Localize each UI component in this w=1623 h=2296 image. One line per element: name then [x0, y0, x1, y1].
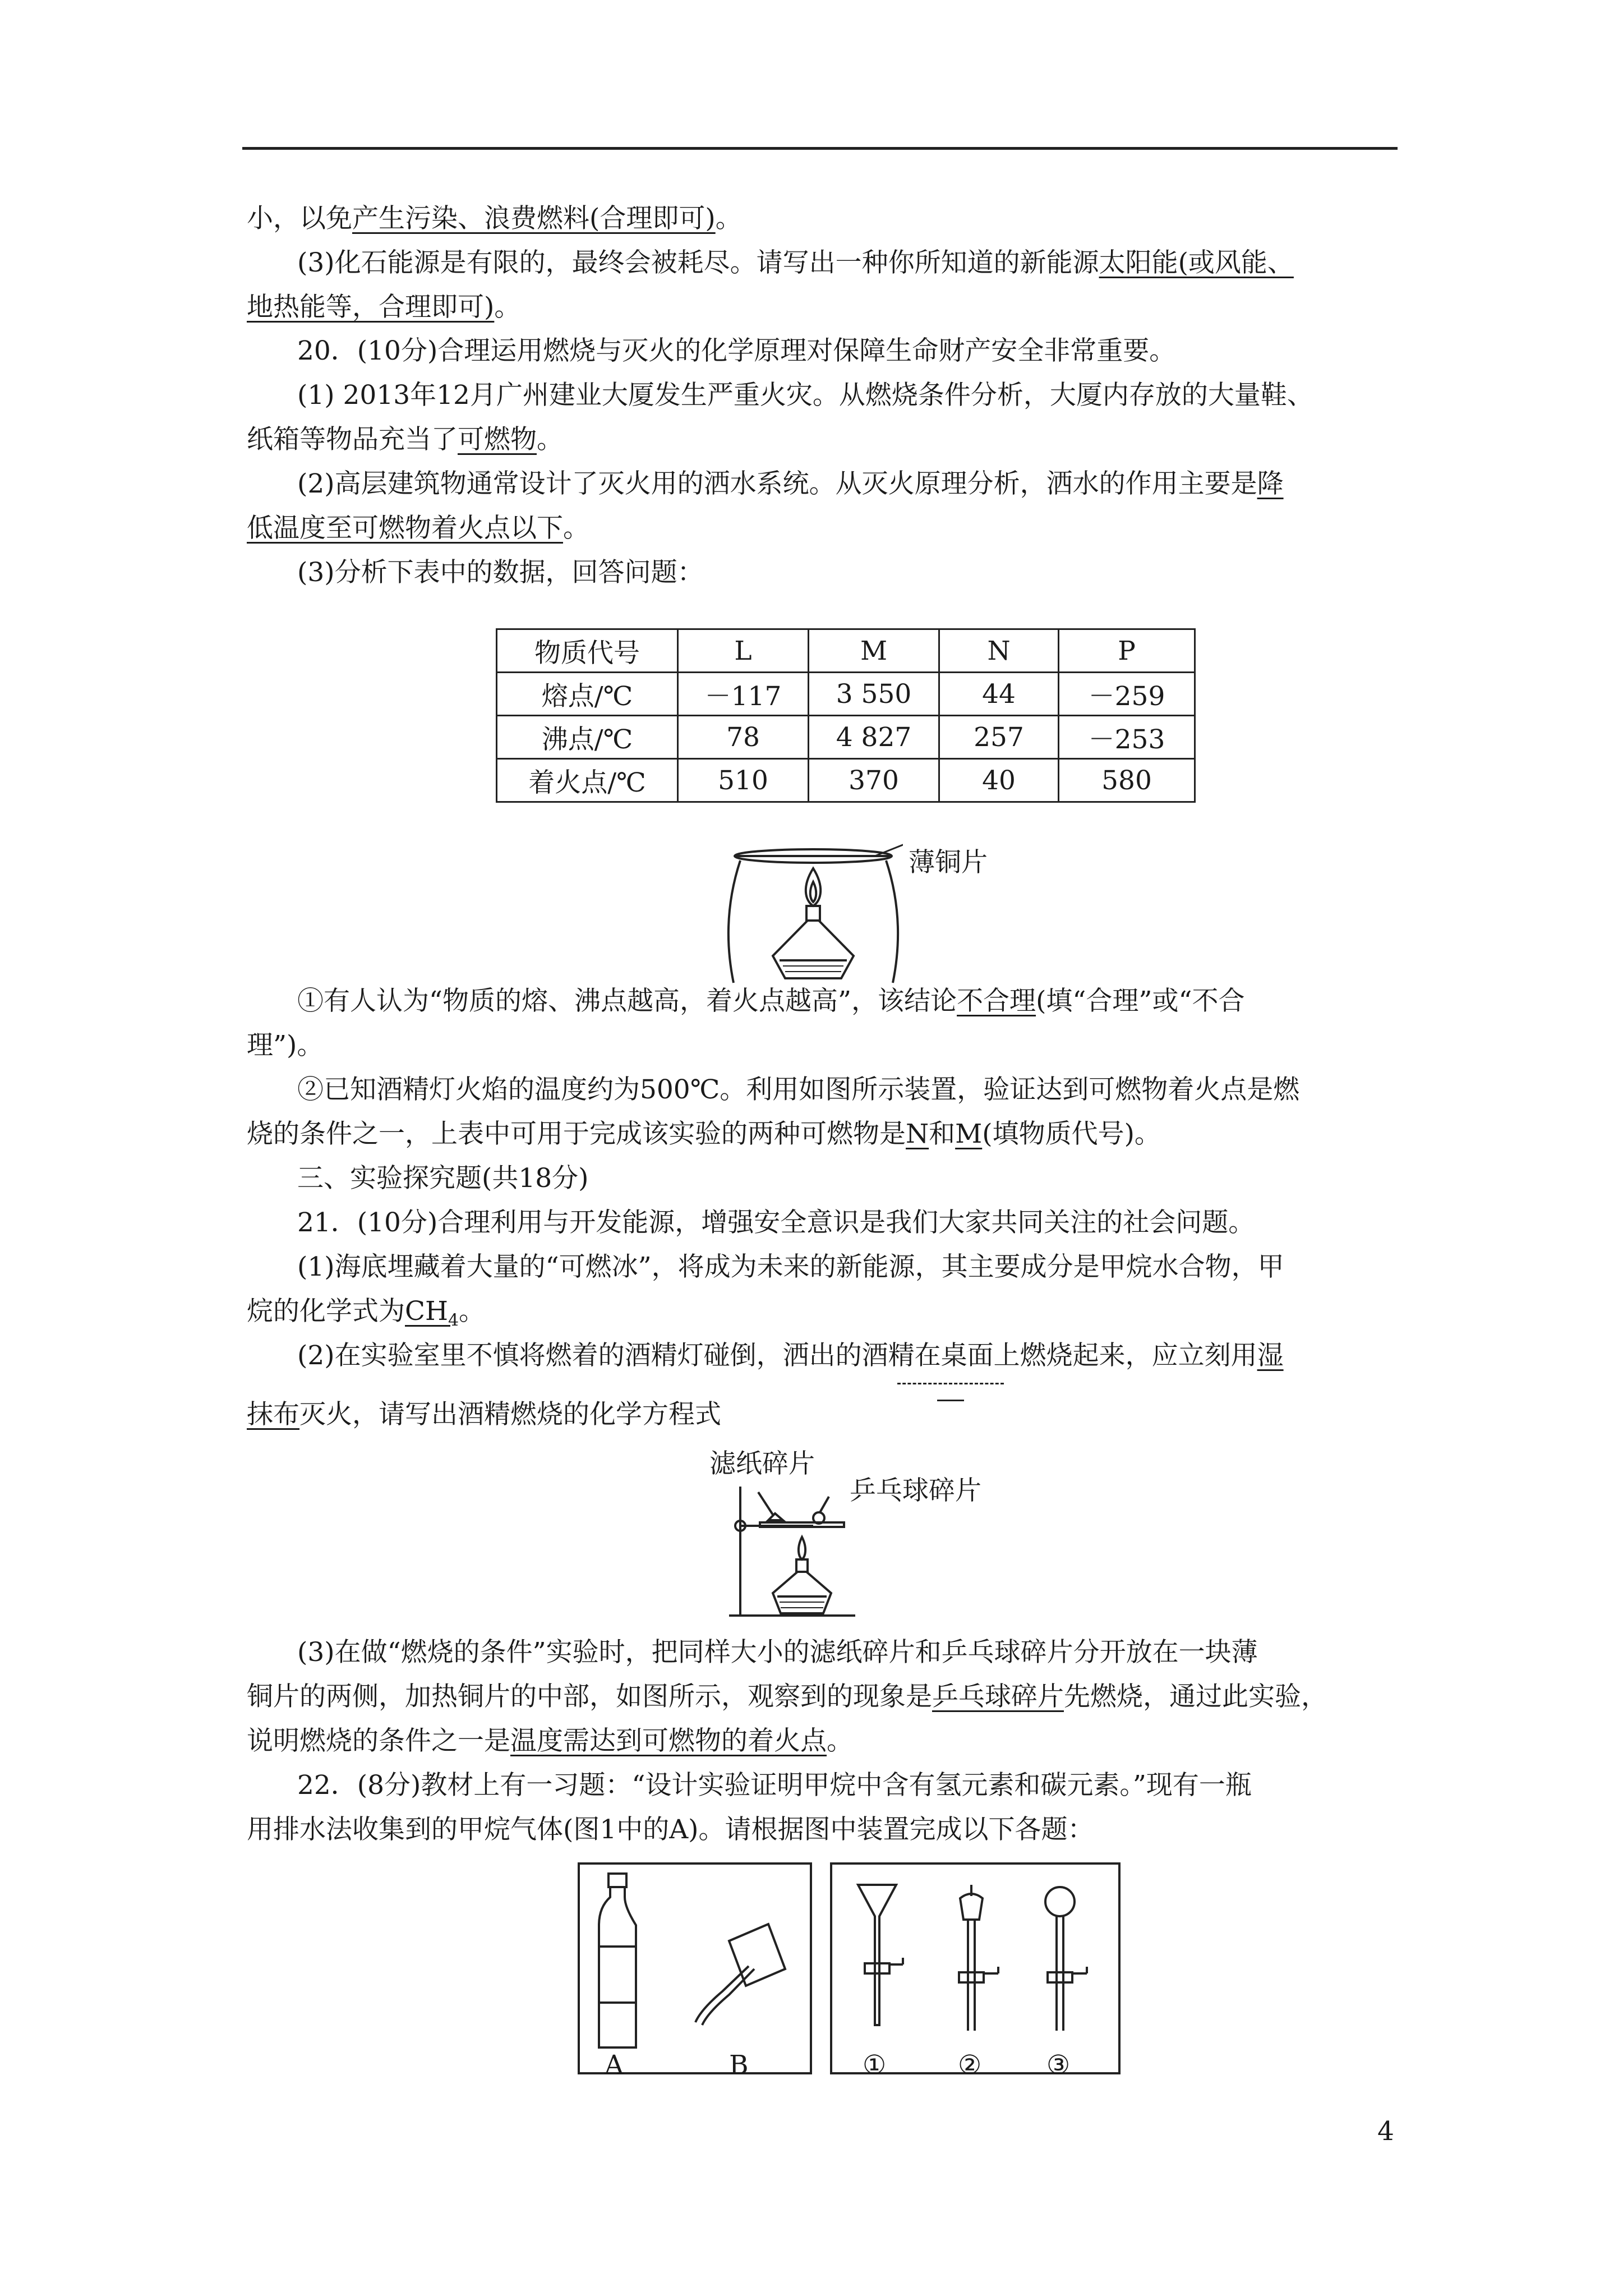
- table-cell: －259: [1059, 673, 1195, 716]
- answer-line-1: 小，以免产生污染、浪费燃料(合理即可)。: [247, 203, 742, 234]
- table-header-cell: 物质代号: [497, 629, 678, 673]
- question-21-2-line-1: (2)在实验室里不慎将燃着的酒精灯碰倒，洒出的酒精在桌面上燃烧起来，应立刻用湿: [297, 1340, 1284, 1371]
- question-20-3-part2-line-1: ②已知酒精灯火焰的温度约为500℃。利用如图所示装置，验证达到可燃物着火点是燃: [297, 1074, 1300, 1105]
- table-cell: 78: [678, 716, 809, 759]
- page-number: 4: [1377, 2116, 1394, 2147]
- copper-sheet-label: 薄铜片: [909, 847, 988, 878]
- figure-label-b: B: [729, 2050, 749, 2081]
- question-22-stem-line-1: 22．(8分)教材上有一习题：“设计实验证明甲烷中含有氢元素和碳元素。”现有一瓶: [297, 1770, 1252, 1801]
- figure-label-2: ②: [958, 2050, 982, 2081]
- table-cell: 着火点/℃: [497, 759, 678, 802]
- reaction-condition: [897, 1376, 1004, 1401]
- data-table: [496, 628, 1196, 803]
- question-20-3-prompt: (3)分析下表中的数据，回答问题：: [297, 557, 704, 588]
- section-3-heading: 三、实验探究题(共18分): [297, 1163, 589, 1194]
- question-21-3-line-3: 说明燃烧的条件之一是温度需达到可燃物的着火点。: [247, 1726, 853, 1756]
- question-20-1-line-1: (1) 2013年12月广州建业大厦发生严重火灾。从燃烧条件分析，大厦内存放的大量鞋、: [297, 380, 1313, 411]
- table-row: [497, 759, 1195, 802]
- figure-label-1: ①: [863, 2050, 887, 2081]
- table-cell: 4 827: [809, 716, 939, 759]
- reaction-arrow-base: [937, 1400, 964, 1401]
- table-cell: 510: [678, 759, 809, 802]
- question-21-3-line-1: (3)在做“燃烧的条件”实验时，把同样大小的滤纸碎片和乒乓球碎片分开放在一块薄: [297, 1637, 1258, 1668]
- question-21-3-line-2: 铜片的两侧，加热铜片的中部，如图所示，观察到的现象是乒乓球碎片先燃烧，通过此实验，: [247, 1681, 1327, 1712]
- table-cell: 沸点/℃: [497, 716, 678, 759]
- filter-paper-label: 滤纸碎片: [709, 1448, 815, 1479]
- table-cell: 580: [1059, 759, 1195, 802]
- figure-label-3: ③: [1046, 2050, 1071, 2081]
- figure-label-a: A: [605, 2050, 624, 2081]
- pingpong-label: 乒乓球碎片: [850, 1475, 981, 1506]
- question-20-1-line-2: 纸箱等物品充当了可燃物。: [247, 424, 563, 455]
- question-21-2-line-2: 抹布灭火，请写出酒精燃烧的化学方程式: [247, 1399, 721, 1430]
- table-cell: 3 550: [809, 673, 939, 716]
- table-row: [497, 716, 1195, 759]
- table-cell: 熔点/℃: [497, 673, 678, 716]
- question-20-stem: 20．(10分)合理运用燃烧与灭火的化学原理对保障生命财产安全非常重要。: [297, 335, 1176, 366]
- table-row: [497, 673, 1195, 716]
- table-header-cell: M: [809, 629, 939, 673]
- question-21-stem: 21．(10分)合理利用与开发能源，增强安全意识是我们大家共同关注的社会问题。: [297, 1207, 1255, 1238]
- combustion-conditions-figure: [729, 1481, 864, 1621]
- table-cell: 40: [939, 759, 1059, 802]
- table-header-cell: L: [678, 629, 809, 673]
- table-cell: 44: [939, 673, 1059, 716]
- table-cell: －117: [678, 673, 809, 716]
- figure-1-box-ab: [578, 1862, 813, 2076]
- table-header-cell: P: [1059, 629, 1195, 673]
- question-19-3-line-2: 地热能等，合理即可)。: [247, 292, 521, 323]
- question-20-2-line-2: 低温度至可燃物着火点以下。: [247, 513, 589, 544]
- question-20-3-part1-line-2: 理”)。: [247, 1030, 324, 1061]
- question-20-2-line-1: (2)高层建筑物通常设计了灭火用的洒水系统。从灭火原理分析，洒水的作用主要是降: [297, 468, 1284, 499]
- header-rule: [242, 147, 1398, 150]
- table-cell: －253: [1059, 716, 1195, 759]
- table-header-row: [497, 629, 1195, 673]
- question-22-stem-line-2: 用排水法收集到的甲烷气体(图1中的A)。请根据图中装置完成以下各题：: [247, 1814, 1094, 1845]
- question-21-1-line-1: (1)海底埋藏着大量的“可燃冰”，将成为未来的新能源，其主要成分是甲烷水合物，甲: [297, 1251, 1284, 1282]
- reaction-arrow: [897, 1383, 1004, 1386]
- question-20-3-part1-line-1: ①有人认为“物质的熔、沸点越高，着火点越高”，该结论不合理(填“合理”或“不合: [297, 986, 1245, 1016]
- copper-sheet-apparatus-figure: [723, 836, 903, 987]
- table-header-cell: N: [939, 629, 1059, 673]
- question-20-3-part2-line-2: 烧的条件之一，上表中可用于完成该实验的两种可燃物是N和M(填物质代号)。: [247, 1119, 1161, 1149]
- question-19-3-line-1: (3)化石能源是有限的，最终会被耗尽。请写出一种你所知道的新能源太阳能(或风能、: [297, 247, 1294, 278]
- table-cell: 257: [939, 716, 1059, 759]
- question-21-1-line-2: 烷的化学式为$CH_4$。: [247, 1296, 486, 1331]
- figure-1-box-apparatus: [830, 1862, 1122, 2076]
- table-cell: 370: [809, 759, 939, 802]
